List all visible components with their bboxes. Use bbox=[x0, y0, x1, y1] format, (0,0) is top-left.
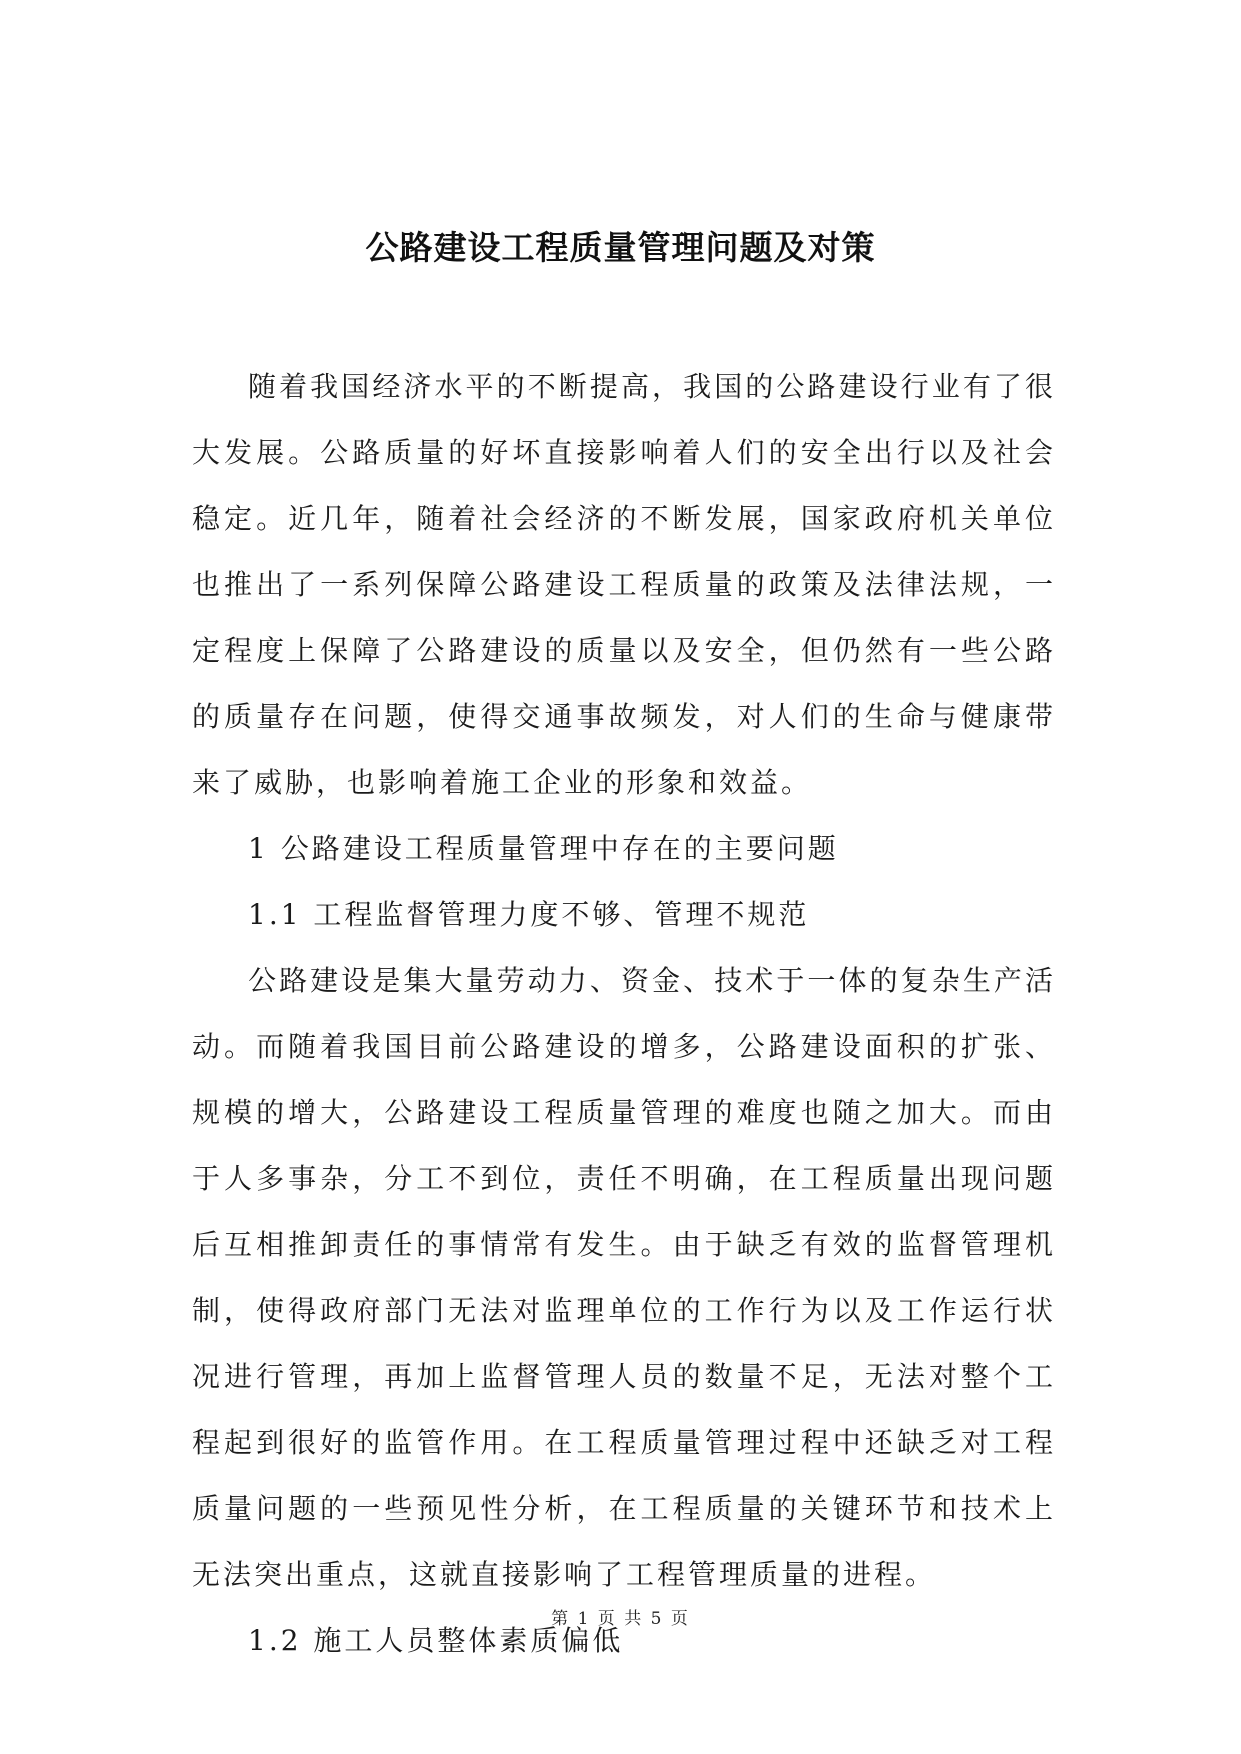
paragraph-1-1: 公路建设是集大量劳动力、资金、技术于一体的复杂生产活动。而随着我国目前公路建设的增多，公路建设面积的扩张、规模的增大，公路建设工程质量管理的难度也随之加大。而由于人多事杂，分工不到位，责任不明确，在工程质量出现问题后互相推卸责任的事情常有发生。由于缺乏有效的监督管理机制，使得政府部门无法对监理单位的工作行为以及工作运行状况进行管理，再加上监督管理人员的数量不足，无法对整个工程起到很好的监管作用。在工程质量管理过程中还缺乏对工程质量问题的一些预见性分析，在工程质量的关键环节和技术上无法突出重点，这就直接影响了工程管理质量的进程。 bbox=[192, 964, 1056, 1591]
document-title: 公路建设工程质量管理问题及对策 bbox=[365, 228, 876, 267]
paragraph-intro: 随着我国经济水平的不断提高，我国的公路建设行业有了很大发展。公路质量的好坏直接影响着人们的安全出行以及社会稳定。近几年，随着社会经济的不断发展，国家政府机关单位也推出了一系列保障公路建设工程质量的政策及法律法规，一定程度上保障了公路建设的质量以及安全，但仍然有一些公路的质量存在问题，使得交通事故频发，对人们的生命与健康带来了威胁，也影响着施工企业的形象和效益。 bbox=[192, 370, 1056, 799]
page-footer: 第 1 页 共 5 页 bbox=[551, 1609, 690, 1629]
document-body bbox=[192, 354, 1056, 1674]
subsection-heading-1-2: 1.2 施工人员整体素质偏低 bbox=[248, 1624, 624, 1657]
subsection-heading-1-1: 1.1 工程监督管理力度不够、管理不规范 bbox=[248, 898, 810, 931]
section-heading-1: 1 公路建设工程质量管理中存在的主要问题 bbox=[248, 832, 839, 865]
